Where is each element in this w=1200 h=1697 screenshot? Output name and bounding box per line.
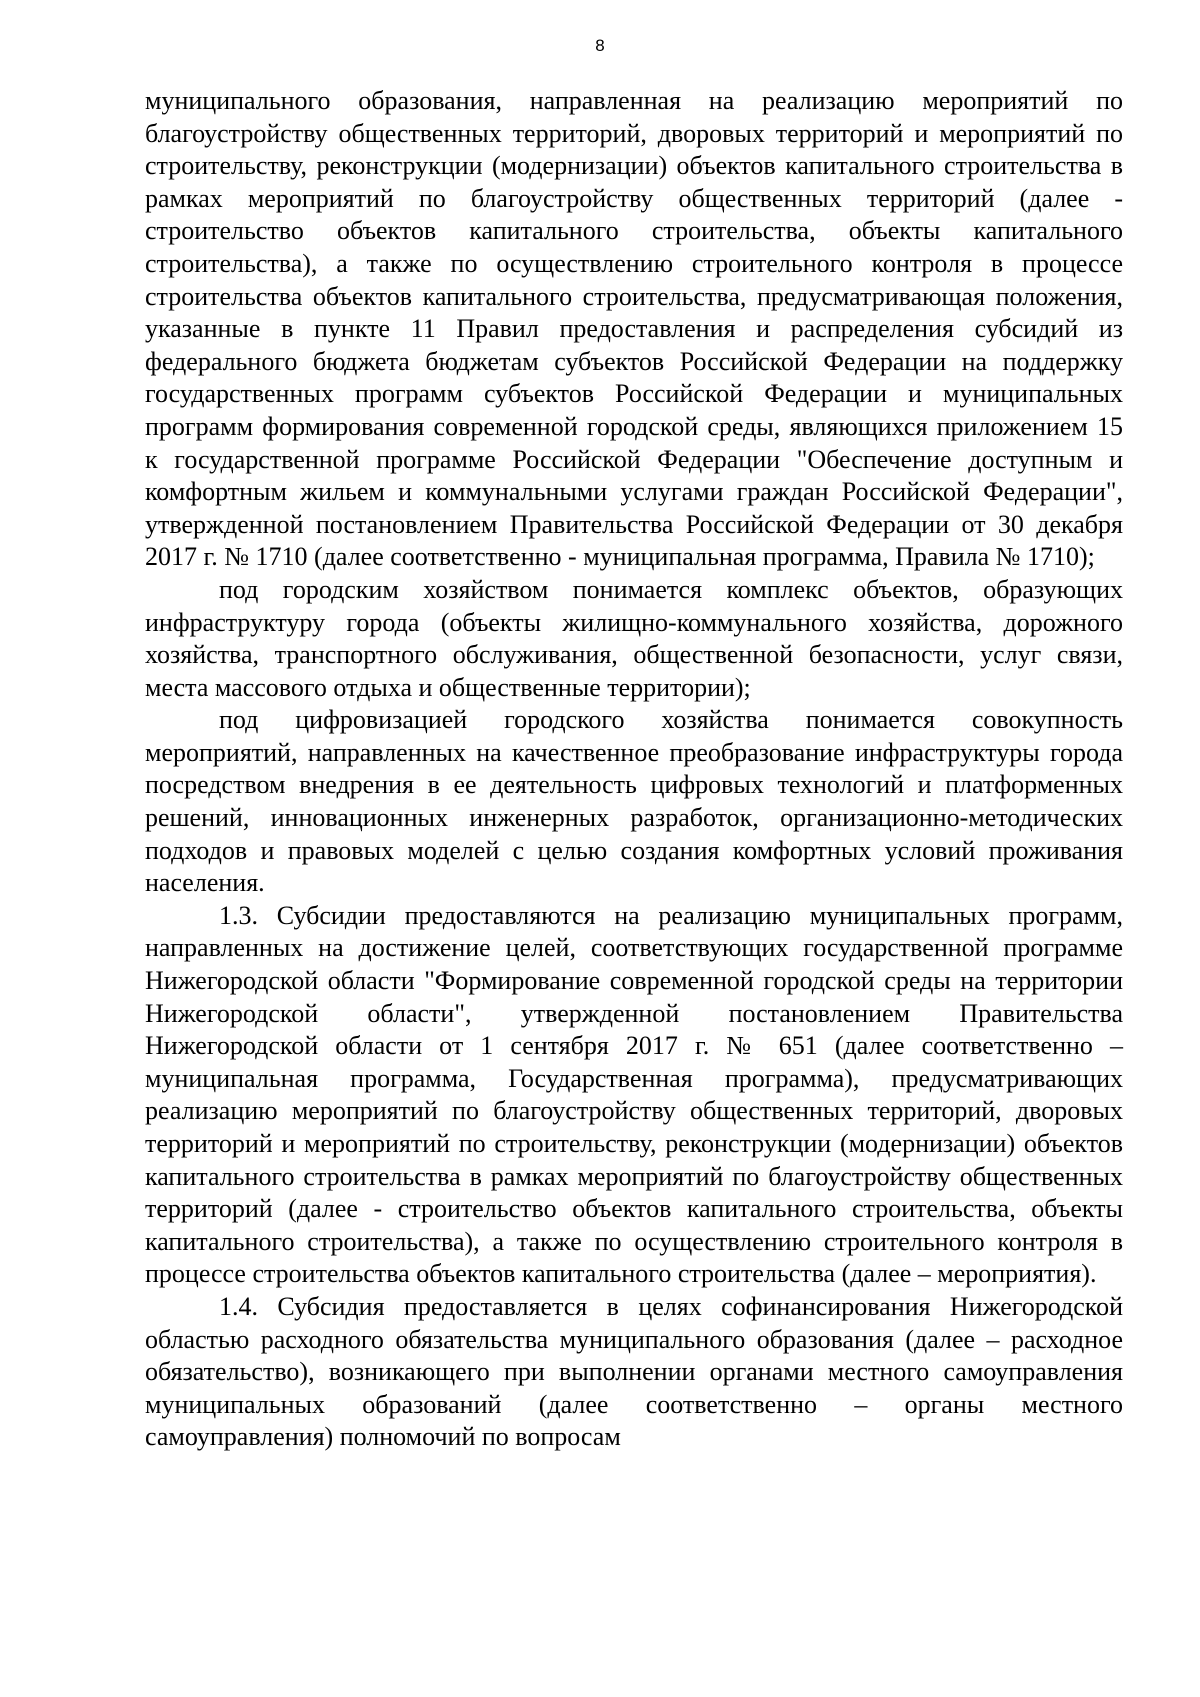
paragraph-section-1-4: 1.4. Субсидия предоставляется в целях софинансирования Нижегородской областью расходного обязательства муниципального образования (далее – расходное обязательство), возникающего при выполнении органами местного самоуправления муниципальных образований (далее соответственно – органы местного самоуправления) полномочий по вопросам [145, 1291, 1123, 1452]
paragraph-urban-economy: под городским хозяйством понимается комплекс объектов, образующих инфраструктуру города (объекты жилищно-коммунального хозяйства, дорожного хозяйства, транспортного обслуживания, общественной безопасности, услуг связи, места массового отдыха и общественные территории); [145, 574, 1123, 702]
document-body [145, 85, 1123, 1454]
paragraph-section-1-3: 1.3. Субсидии предоставляются на реализацию муниципальных программ, направленных на достижение целей, соответствующих государственной программе Нижегородской области "Формирование современной городской среды на территории Нижегородской области", утвержденной постановлением Правительства Нижегородской области от 1 сентября 2017 г. № 651 (далее соответственно – муниципальная программа, Государственная программа), предусматривающих реализацию мероприятий по благоустройству общественных территорий, дворовых территорий и мероприятий по строительству, реконструкции (модернизации) объектов капитального строительства в рамках мероприятий по благоустройству общественных территорий (далее - строительство объектов капитального строительства, объекты капитального строительства), а также по осуществлению строительного контроля в процессе строительства объектов капитального строительства (далее – мероприятия). [145, 900, 1123, 1289]
paragraph-program-definition: муниципального образования, направленная на реализацию мероприятий по благоустройству общественных территорий, дворовых территорий и мероприятий по строительству, реконструкции (модернизации) объектов капитального строительства в рамках мероприятий по благоустройству общественных территорий (далее - строительство объектов капитального строительства, объекты капитального строительства), а также по осуществлению строительного контроля в процессе строительства объектов капитального строительства, предусматривающая положения, указанные в пункте 11 Правил предоставления и распределения субсидий из федерального бюджета бюджетам субъектов Российской Федерации на поддержку государственных программ субъектов Российской Федерации и муниципальных программ формирования современной городской среды, являющихся приложением 15 к государственной программе Российской Федерации "Обеспечение доступным и комфортным жильем и коммунальными услугами граждан Российской Федерации", утвержденной постановлением Правительства Российской Федерации от 30 декабря 2017 г. № 1710 (далее соответственно - муниципальная программа, Правила № 1710); [145, 86, 1123, 572]
paragraph-digitalization: под цифровизацией городского хозяйства понимается совокупность мероприятий, направленных на качественное преобразование инфраструктуры города посредством внедрения в ее деятельность цифровых технологий и платформенных решений, инновационных инженерных разработок, организационно-методических подходов и правовых моделей с целью создания комфортных условий проживания населения. [145, 705, 1123, 898]
page-number: 8 [595, 36, 605, 55]
